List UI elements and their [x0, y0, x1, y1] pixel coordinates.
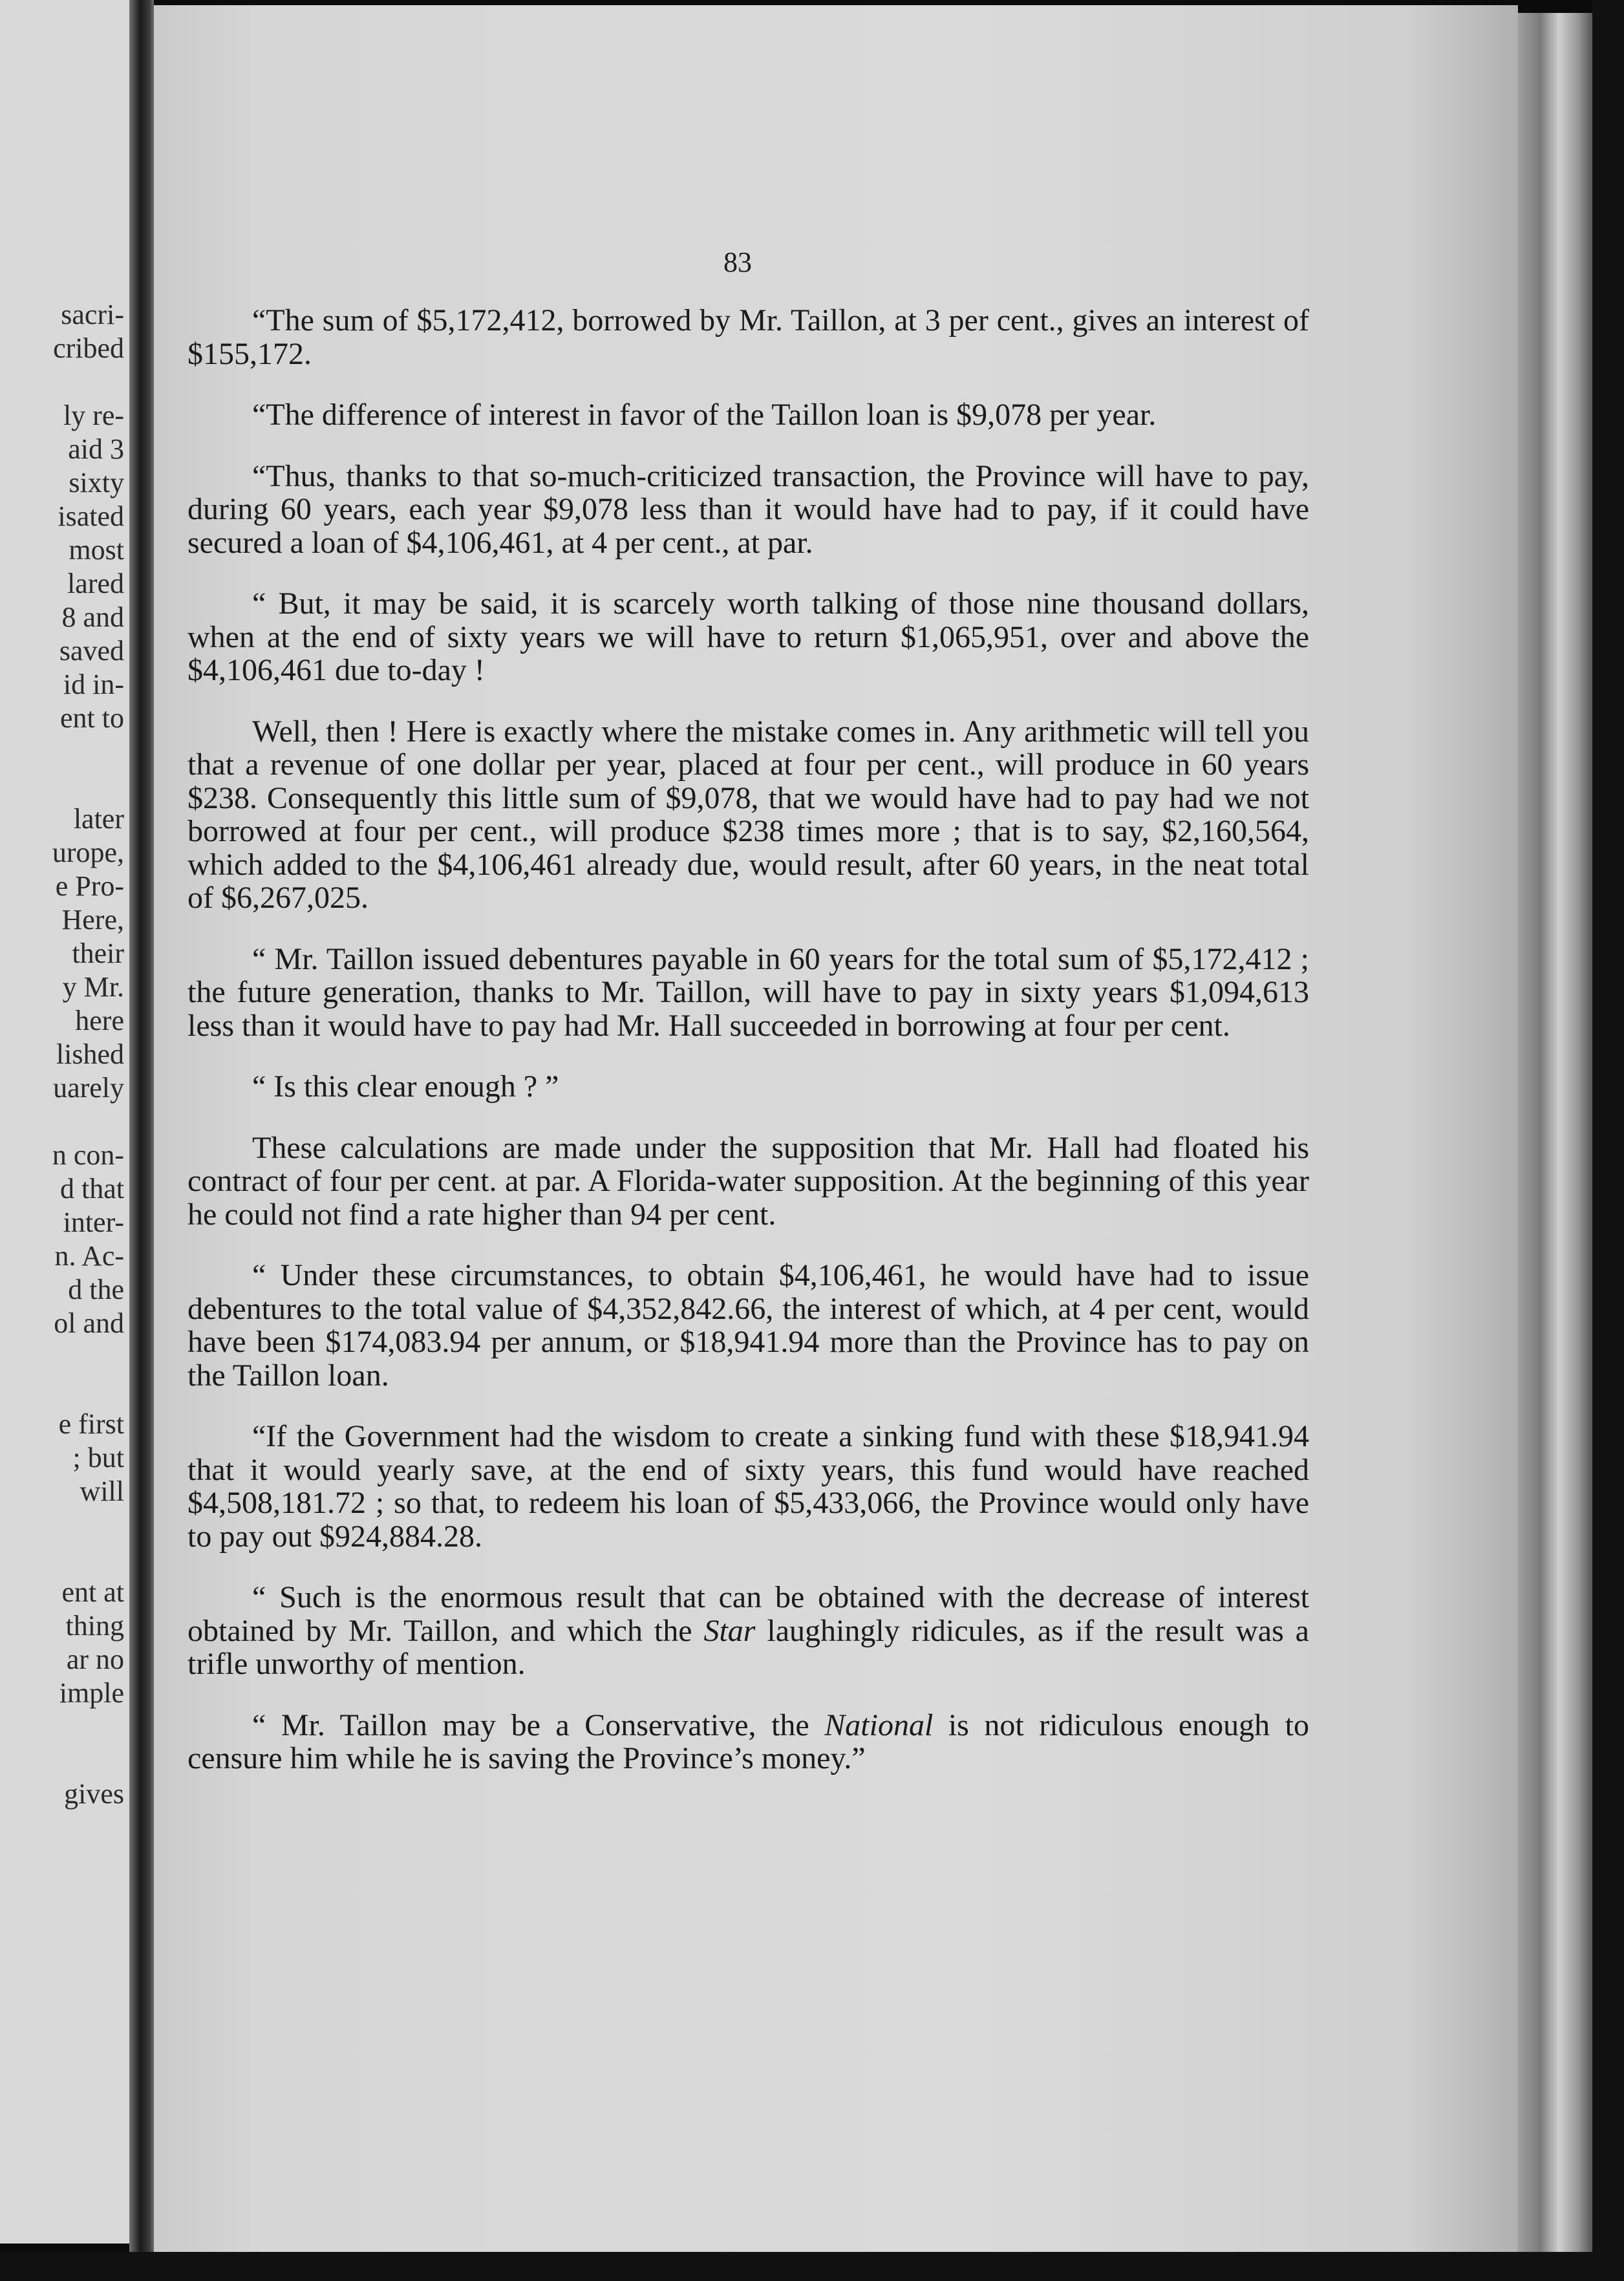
- paragraph: [187, 398, 1309, 432]
- text-segment: “ Mr. Taillon issued debentures payable in 60 years for the total sum of $5,172,412 ; the future generation, thanks to Mr. Taillon, will have to pay in sixty years $1,094,613 less than it would have to pay had Mr. Hall succeeded in borrowing at four per cent.: [187, 941, 1309, 1043]
- italic-text: Star: [703, 1613, 756, 1648]
- italic-text: National: [824, 1708, 934, 1742]
- paragraph: [187, 943, 1309, 1043]
- scan-border: [1592, 0, 1624, 2281]
- left-page-line: aid 3: [68, 433, 124, 465]
- left-facing-page: [0, 0, 129, 2244]
- text-segment: is not ridiculous enough to censure him while he is saving the Province’s money.”: [187, 1708, 1309, 1775]
- left-page-line: ar no: [66, 1644, 124, 1675]
- left-page-line: here: [75, 1005, 124, 1036]
- left-page-line: y Mr.: [62, 971, 124, 1003]
- left-page-line: their: [72, 937, 124, 969]
- left-page-line: d that: [60, 1173, 124, 1205]
- text-segment: “If the Government had the wisdom to create a sinking fund with these $18,941.94 that it would yearly save, at the end of sixty years, this fund would have reached $4,508,181.72 ; so that, to redeem his loan of $5,433,066, the Province would only have to pay out $924,884.28.: [187, 1419, 1309, 1554]
- left-page-line: ly re-: [63, 400, 124, 431]
- page-edge: [1518, 13, 1592, 2263]
- paragraph: [187, 715, 1309, 915]
- left-page-line: uarely: [53, 1072, 124, 1104]
- left-page-line: inter-: [63, 1206, 124, 1238]
- paragraph: [187, 1131, 1309, 1232]
- text-segment: “Thus, thanks to that so-much-criticized transaction, the Province will have to pay, during 60 years, each year $9,078 less than it would have had to pay, if it could have secured a loan of $4,106,461, at 4 per cent., at par.: [187, 458, 1309, 560]
- left-page-line: sixty: [69, 467, 124, 498]
- paragraph: [187, 1259, 1309, 1392]
- page-number: 83: [723, 246, 752, 278]
- left-page-line: ; but: [72, 1442, 124, 1473]
- paragraph: [187, 460, 1309, 560]
- left-page-line: saved: [59, 635, 124, 667]
- text-segment: “ But, it may be said, it is scarcely worth talking of those nine thousand dollars, when at the end of sixty years we will have to return $1,065,951, over and above the $4,106,461 due to-day !: [187, 586, 1309, 687]
- paragraph: [187, 1581, 1309, 1681]
- left-page-line: gives: [64, 1778, 124, 1810]
- left-page-line: thing: [65, 1610, 124, 1642]
- left-page-line: 8 and: [61, 601, 124, 633]
- left-page-line: isated: [58, 500, 124, 532]
- paragraph: [187, 304, 1309, 370]
- left-page-line: Here,: [61, 904, 124, 936]
- text-segment: “ Such is the enormous result that can be obtained with the decrease of interest obtained by Mr. Taillon, and which the: [187, 1580, 1309, 1648]
- left-page-line: id in-: [63, 669, 124, 700]
- left-page-line: imple: [59, 1677, 124, 1709]
- text-segment: “ Under these circumstances, to obtain $4,106,461, he would have had to issue debentures to the total value of $4,352,842.66, the interest of which, at 4 per cent, would have been $174,083.94 per annum, or $18,941.94 more than the Province has to pay on the Taillon loan.: [187, 1258, 1309, 1393]
- left-page-line: most: [69, 534, 124, 566]
- left-page-line: cribed: [53, 332, 124, 364]
- paragraph: [187, 587, 1309, 687]
- left-page-line: urope,: [52, 837, 124, 868]
- text-segment: “The difference of interest in favor of the Taillon loan is $9,078 per year.: [252, 398, 1157, 432]
- left-page-line: n con-: [52, 1139, 124, 1171]
- paragraph: [187, 1709, 1309, 1775]
- left-page-line: ent at: [61, 1576, 124, 1608]
- text-segment: “ Mr. Taillon may be a Conservative, the: [252, 1708, 825, 1742]
- text-segment: laughingly ridicules, as if the result was a trifle unworthy of mention.: [187, 1613, 1309, 1681]
- text-segment: “The sum of $5,172,412, borrowed by Mr. Taillon, at 3 per cent., gives an interest of $155,172.: [187, 303, 1309, 371]
- text-segment: Well, then ! Here is exactly where the mistake comes in. Any arithmetic will tell you that a revenue of one dollar per year, placed at four per cent., will produce in 60 years $238. Consequently this little sum of $9,078, that we would have had to pay had we not borrowed at four per cent., will produce $238 times more ; that is to say, $2,160,564, which added to the $4,106,461 already due, would result, after 60 years, in the neat total of $6,267,025.: [187, 714, 1309, 915]
- body-text: [187, 304, 1309, 1803]
- left-page-line: sacri-: [61, 299, 124, 330]
- left-page-line: later: [73, 803, 124, 835]
- left-page-line: e Pro-: [55, 870, 124, 902]
- left-page-line: lared: [67, 568, 124, 599]
- left-page-line: lished: [56, 1038, 124, 1070]
- left-page-line: e first: [58, 1408, 124, 1440]
- left-page-line: ol and: [54, 1307, 124, 1339]
- left-page-line: will: [80, 1475, 124, 1507]
- left-page-line: n. Ac-: [54, 1240, 124, 1272]
- left-page-line: ent to: [60, 702, 124, 734]
- paragraph: [187, 1070, 1309, 1104]
- paragraph: [187, 1420, 1309, 1553]
- book-gutter: [129, 0, 154, 2281]
- text-segment: “ Is this clear enough ? ”: [252, 1069, 559, 1104]
- left-page-line: d the: [68, 1274, 124, 1305]
- scan-bottom-border: [0, 2252, 1624, 2281]
- text-segment: These calculations are made under the supposition that Mr. Hall had floated his contract of four per cent. at par. A Florida-water supposition. At the beginning of this year he could not find a rate higher than 94 per cent.: [187, 1130, 1309, 1232]
